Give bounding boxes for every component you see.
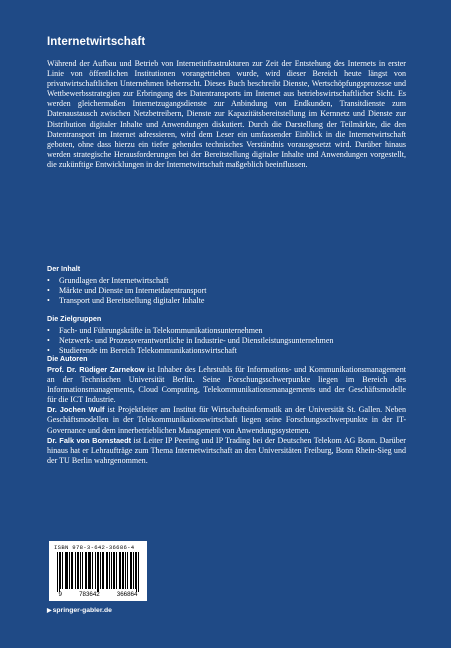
blurb-text: Während der Aufbau und Betrieb von Internetinfrastrukturen zur Zeit der Entstehung des Internets in erster Linie von öffentlichen Institutionen vorangetrieben wurde, wird dieser Bereich heute längst von privatwirtschaftlichen Unternehmen beherrscht. Dieses Buch beschreibt Dienste, Wertschöpfungsprozesse und Wettbewerbsstrategien zur Erbringung des Datentransports im Internet aus betriebswirtschaftlicher Sicht. Es werden gleichermaßen Internetzugangsdienste zur Anbindung von Endkunden, Transitdienste zum Datenaustausch zwischen Netzbetreibern, Dienste zur Kapazitätsbereitstellung im Kernnetz und Dienste zur Distribution digitaler Inhalte und Anwendungen diskutiert. Durch die Darstellung der Teilmärkte, die den Datentransport im Internet adressieren, wird dem Leser ein umfassender Einblick in die Internetwirtschaft geboten, ohne dass hierzu ein tiefer gehendes technisches Verständnis vorausgesetzt wird. Darüber hinaus werden strategische Herausforderungen bei der Bereitstellung digitaler Inhalte und Anwendungen vorgestellt, die zukünftige Entwicklungen in der Internetwirtschaft maßgeblich beeinflussen. <box>47 59 406 169</box>
autoren-heading: Die Autoren <box>47 354 88 363</box>
bullet-icon: • <box>47 276 50 285</box>
isbn-label: ISBN 978-3-642-36686-4 <box>54 544 135 551</box>
bullet-icon: • <box>47 296 50 306</box>
author-entry: Dr. Falk von Bornstaedt ist Leiter IP Peering und IP Trading bei der Deutschen Telekom AG Bonn. Darüber hinaus hat er Lehraufträge zum Thema Internetwirtschaft an den Universitäten Freiburg, Bonn Rhein-Sieg und der TU Berlin wahrgenommen. <box>47 435 406 465</box>
inhalt-list <box>47 276 407 306</box>
barcode-box <box>49 541 147 601</box>
bullet-icon: • <box>47 336 50 346</box>
author-entry: Prof. Dr. Rüdiger Zarnekow ist Inhaber des Lehrstuhls für Informations- und Kommunikationsmanagement an der Technischen Universität Berlin. Seine Forschungsschwerpunkte liegen im Bereich des Informationsmanagements, Cloud Computing, Telekommunikationsmanagements und der Geschäftsmodelle für die ICT Industrie. <box>47 365 406 405</box>
barcode-digits: 9 783642 366864 <box>58 591 138 598</box>
list-item: • Märkte und Dienste im Internetdatentransport <box>47 286 207 296</box>
author-name: Prof. Dr. Rüdiger Zarnekow <box>47 365 145 374</box>
bullet-icon: • <box>47 286 50 296</box>
bullet-icon: • <box>47 326 50 335</box>
arrow-right-icon: ▶ <box>47 608 52 614</box>
authors-section <box>47 365 406 466</box>
author-name: Dr. Falk von Bornstaedt <box>47 435 132 445</box>
author-entry: Dr. Jochen Wulf ist Projektleiter am Institut für Wirtschaftsinformatik an der Universität St. Gallen. Neben Geschäftsmodellen in der Telekommunikationswirtschaft liegen seine Forschungsschwerpunkte in der IT-Governance und dem innerbetrieblichen Management von Anwendungssystemen. <box>47 405 406 435</box>
publisher-website[interactable]: ▶springer-gabler.de <box>47 607 112 614</box>
zielgruppen-list <box>47 326 347 356</box>
barcode-icon <box>57 552 139 592</box>
book-title: Internetwirtschaft <box>47 36 146 48</box>
list-item: • Grundlagen der Internetwirtschaft <box>47 276 169 285</box>
inhalt-heading: Der Inhalt <box>47 264 81 273</box>
bullet-icon: • <box>47 346 50 356</box>
author-name: Dr. Jochen Wulf <box>47 405 105 415</box>
list-item: • Netzwerk- und Prozessverantwortliche in Industrie- und Dienstleistungsunternehmen <box>47 336 334 346</box>
list-item: • Studierende im Bereich Telekommunikationswirtschaft <box>47 346 237 356</box>
zielgruppen-heading: Die Zielgruppen <box>47 314 102 323</box>
list-item: • Fach- und Führungskräfte in Telekommunikationsunternehmen <box>47 326 263 335</box>
list-item: • Transport und Bereitstellung digitaler Inhalte <box>47 296 205 306</box>
